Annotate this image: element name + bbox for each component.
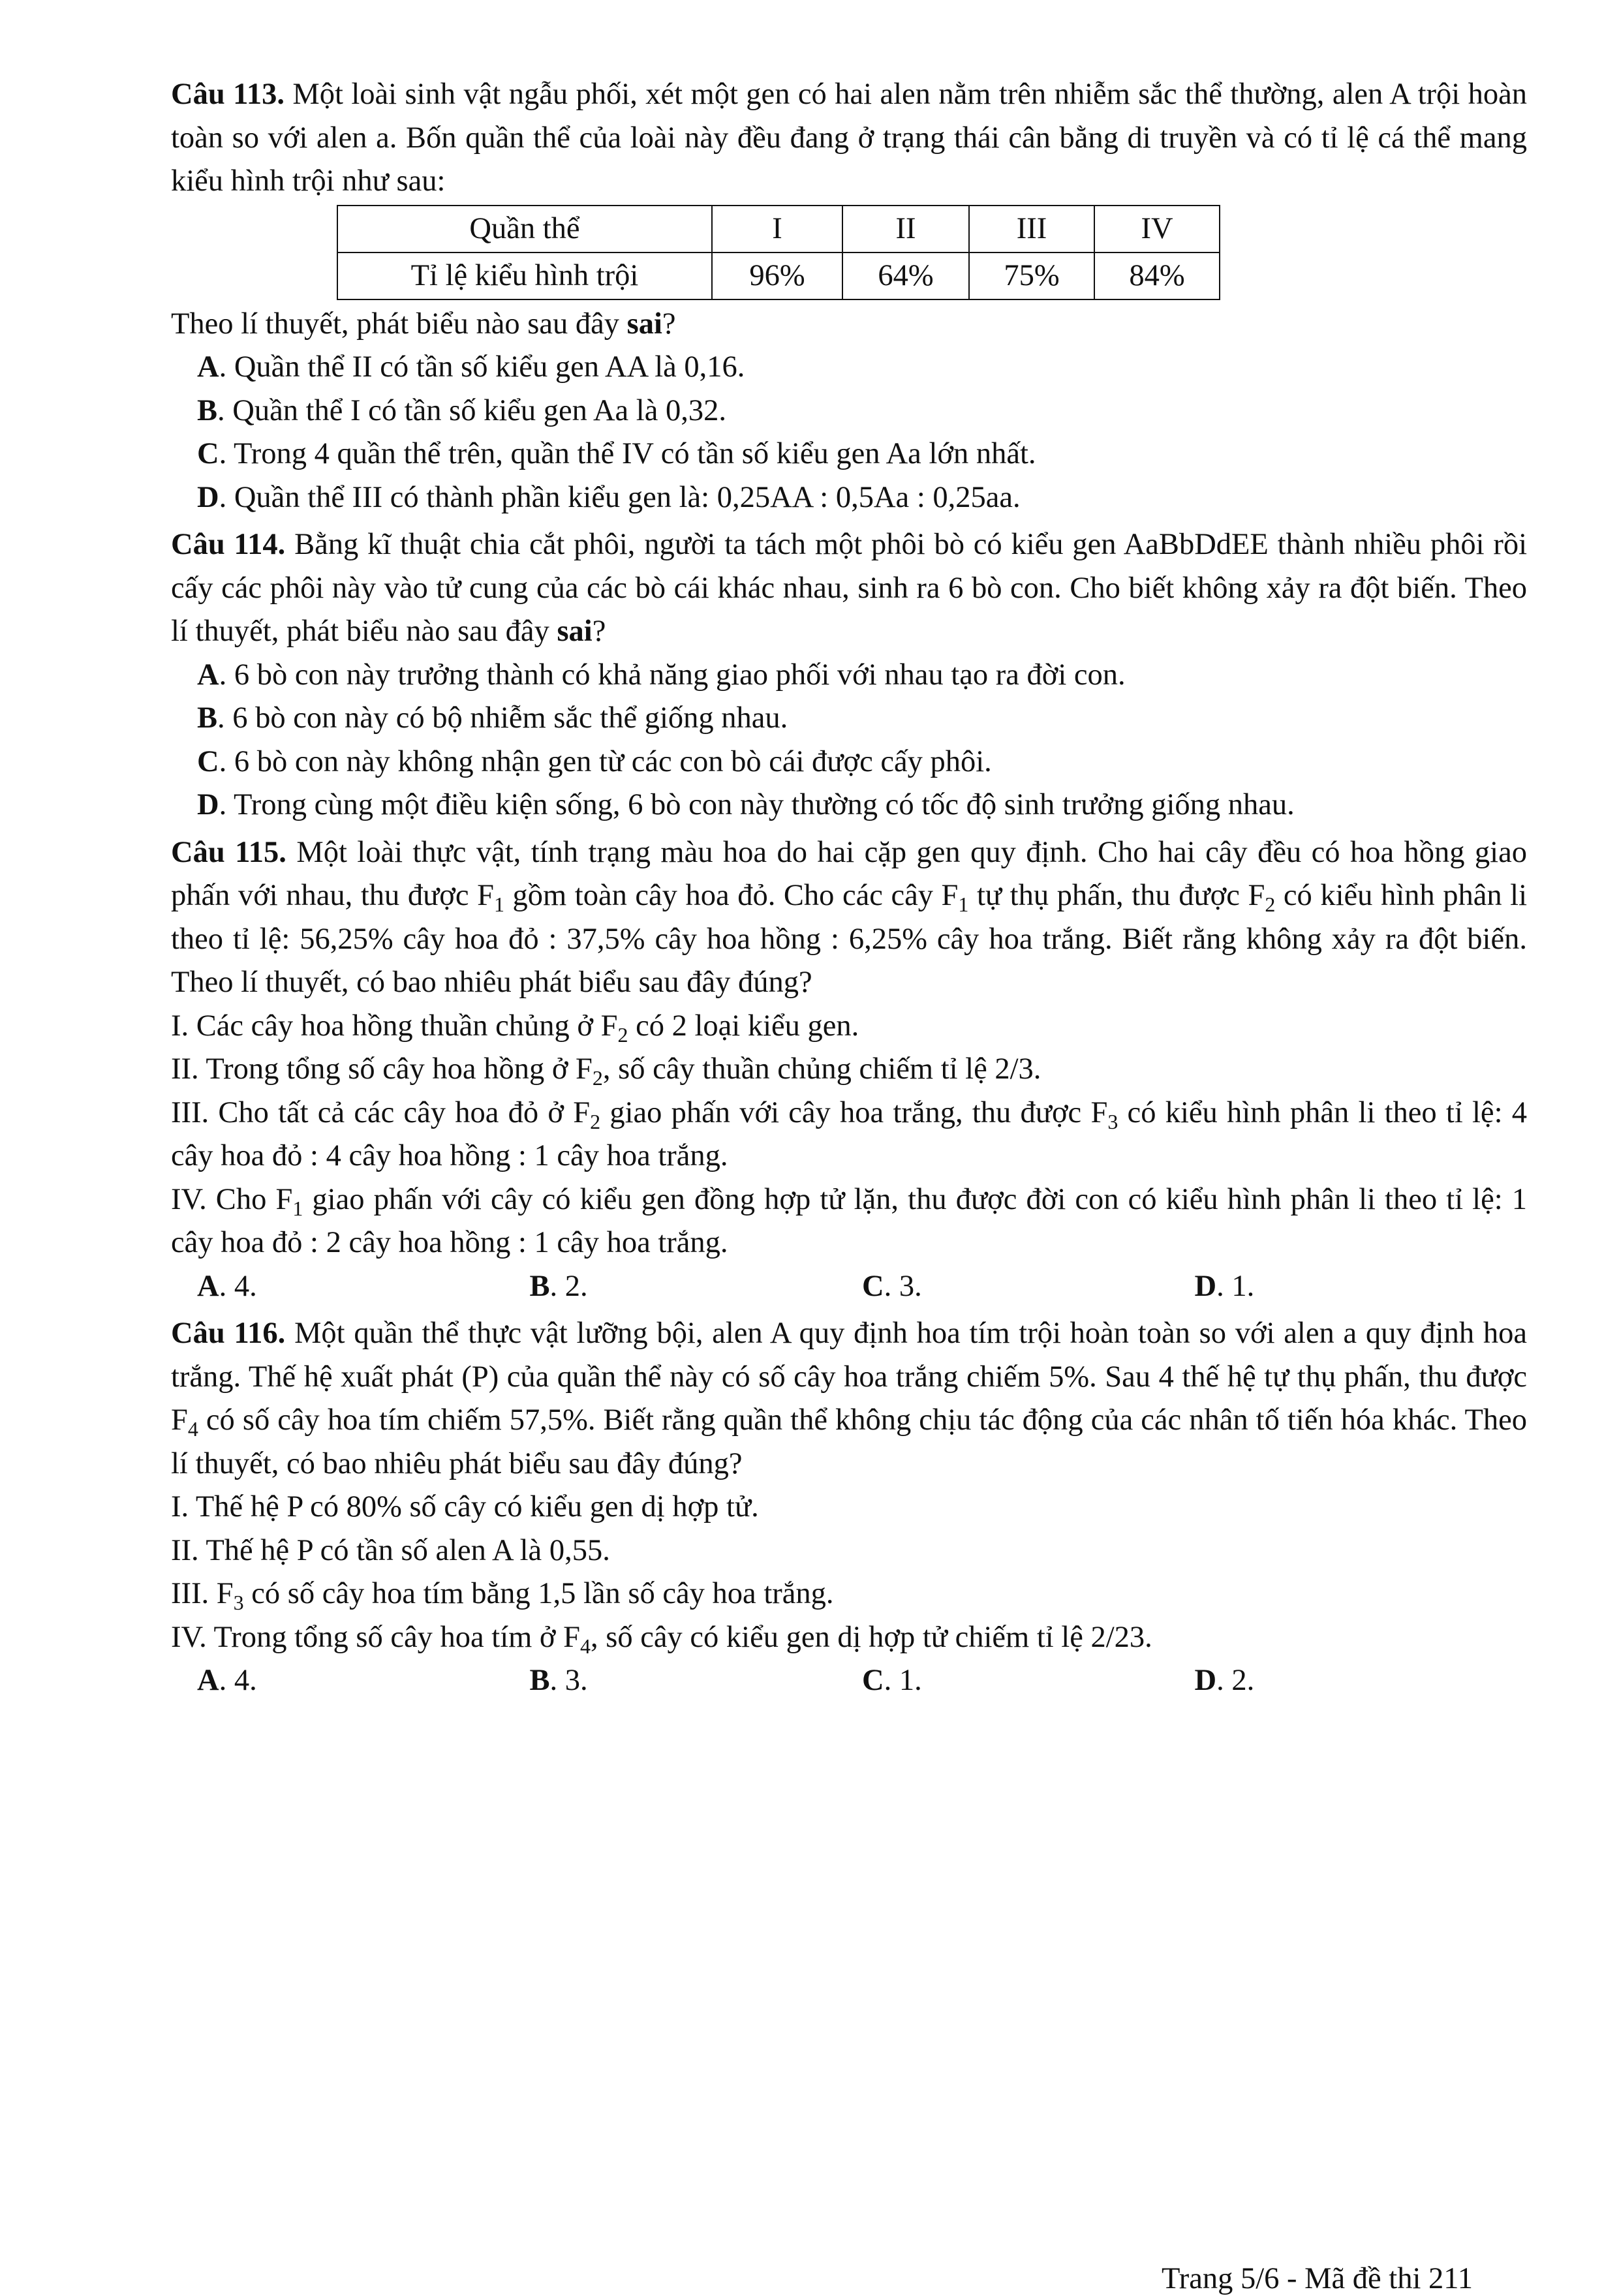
exam-page: [171, 73, 1527, 1703]
statement-text: II. Trong tổng số cây hoa hồng ở F: [171, 1052, 593, 1086]
question-115: [171, 831, 1527, 1005]
question-number: Câu 116.: [171, 1317, 286, 1350]
statement-text: III. Cho tất cả các cây hoa đỏ ở F: [171, 1095, 591, 1129]
option-d[interactable]: [1195, 1659, 1528, 1703]
subscript: 4: [187, 1417, 198, 1441]
subscript: 2: [590, 1109, 601, 1133]
statement-text: giao phấn với cây hoa trắng, thu được F: [600, 1095, 1108, 1129]
question-stem: Bằng kĩ thuật chia cắt phôi, người ta tách một phôi bò có kiểu gen AaBbDdEE thành nhiều phôi rồi cấy các phôi này vào tử cung của các bò cái khác nhau, sinh ra 6 bò con. Cho biết không xảy ra đột biến. Theo lí thuyết, phát biểu nào sau đây: [171, 528, 1527, 648]
option-c[interactable]: [862, 1265, 1195, 1309]
subscript: 3: [1107, 1109, 1118, 1133]
option-text: . 6 bò con này trưởng thành có khả năng giao phối với nhau tạo ra đời con.: [219, 658, 1126, 692]
answer-options: [171, 1265, 1527, 1309]
option-label: D: [1194, 1269, 1217, 1303]
option-label: C: [197, 437, 219, 470]
statement-text: IV. Trong tổng số cây hoa tím ở F: [171, 1620, 581, 1654]
option-text: . Quần thể III có thành phần kiểu gen là: 0,25AA : 0,5Aa : 0,25aa.: [219, 480, 1021, 514]
prompt-end: ?: [592, 615, 606, 648]
prompt-emphasis: sai: [557, 615, 593, 648]
option-c[interactable]: [171, 741, 1527, 784]
option-a[interactable]: [197, 1265, 530, 1309]
option-a[interactable]: [197, 1659, 530, 1703]
question-stem: Một quần thể thực vật lưỡng bội, alen A quy định hoa tím trội hoàn toàn so với alen a quy định hoa trắng. Thế hệ xuất phát (P) của quần thể này có số cây hoa trắng chiếm 5%. Sau 4 thế hệ tự thụ phấn, thu được F: [171, 1317, 1527, 1437]
option-c[interactable]: [171, 433, 1527, 476]
question-stem: có số cây hoa tím chiếm 57,5%. Biết rằng quần thể không chịu tác động của các nhân tố tiến hóa khác. Theo lí thuyết, có bao nhiêu phát biểu sau đây đúng?: [171, 1403, 1527, 1480]
question-113: [171, 73, 1527, 204]
option-d[interactable]: [1195, 1265, 1528, 1309]
table-cell: Tỉ lệ kiểu hình trội: [337, 253, 712, 299]
option-b[interactable]: [530, 1265, 863, 1309]
subscript: 3: [233, 1591, 244, 1614]
option-text: . 6 bò con này có bộ nhiễm sắc thể giống nhau.: [217, 701, 788, 735]
statement-text: I. Thế hệ P có 80% số cây có kiểu gen dị hợp tử.: [171, 1490, 759, 1523]
table-row: [337, 206, 1220, 253]
option-text: . 3.: [884, 1269, 922, 1303]
option-label: D: [197, 480, 219, 514]
subscript: 1: [958, 893, 969, 916]
option-a[interactable]: [171, 346, 1527, 390]
option-label: C: [862, 1664, 884, 1697]
statement-text: , số cây có kiểu gen dị hợp tử chiếm tỉ lệ 2/23.: [591, 1620, 1152, 1654]
option-c[interactable]: [862, 1659, 1195, 1703]
prompt-emphasis: sai: [626, 307, 662, 341]
option-label: C: [862, 1269, 884, 1303]
subscript: 1: [292, 1196, 303, 1220]
subscript: 2: [592, 1066, 603, 1090]
question-114: [171, 523, 1527, 654]
table-cell: 64%: [842, 253, 969, 299]
statement-text: IV. Cho F: [171, 1182, 293, 1216]
subscript: 2: [617, 1022, 628, 1047]
option-text: . 3.: [549, 1664, 588, 1697]
option-text: . 1.: [884, 1664, 922, 1697]
question-number: Câu 113.: [171, 78, 285, 111]
table-cell: II: [842, 206, 969, 253]
statement-text: có số cây hoa tím bằng 1,5 lần số cây hoa trắng.: [243, 1577, 834, 1610]
option-label: A: [197, 350, 219, 384]
option-label: D: [1194, 1664, 1217, 1697]
question-stem: gồm toàn cây hoa đỏ. Cho các cây F: [504, 879, 959, 912]
option-text: . 1.: [1216, 1269, 1255, 1303]
option-text: . 6 bò con này không nhận gen từ các con bò cái được cấy phôi.: [219, 744, 992, 778]
option-label: A: [197, 658, 219, 692]
option-b[interactable]: [530, 1659, 863, 1703]
prompt-text: Theo lí thuyết, phát biểu nào sau đây: [171, 307, 627, 341]
statement-1: [171, 1486, 1527, 1529]
table-cell: IV: [1094, 206, 1220, 253]
question-stem: Một loài sinh vật ngẫu phối, xét một gen có hai alen nằm trên nhiễm sắc thể thường, alen A trội hoàn toàn so với alen a. Bốn quần thể của loài này đều đang ở trạng thái cân bằng di truyền và có tỉ lệ cá thể mang kiểu hình trội như sau:: [171, 78, 1528, 198]
statement-4: [171, 1178, 1527, 1265]
statement-text: II. Thế hệ P có tần số alen A là 0,55.: [171, 1533, 610, 1567]
answer-options: [171, 1659, 1527, 1703]
table-cell: III: [969, 206, 1094, 253]
statement-1: [171, 1005, 1527, 1049]
question-stem: có kiểu hình phân li theo tỉ lệ: 56,25% cây hoa đỏ : 37,5% cây hoa hồng : 6,25% cây hoa trắng. Biết rằng không xảy ra đột biến. Theo lí thuyết, có bao nhiêu phát biểu sau đây đúng?: [171, 879, 1528, 999]
question-number: Câu 115.: [171, 835, 286, 869]
option-text: . 4.: [219, 1269, 257, 1303]
question-stem: Một loài thực vật, tính trạng màu hoa do hai cặp gen quy định. Cho hai cây đều có hoa hồng giao phấn với nhau, thu được F: [171, 835, 1527, 912]
option-d[interactable]: [171, 784, 1527, 827]
option-text: . 2.: [549, 1269, 588, 1303]
option-text: . Trong 4 quần thể trên, quần thể IV có tần số kiểu gen Aa lớn nhất.: [219, 437, 1036, 470]
option-label: A: [197, 1664, 219, 1697]
option-text: . Quần thể II có tần số kiểu gen AA là 0,16.: [219, 350, 745, 384]
table-cell: 96%: [712, 253, 842, 299]
option-b[interactable]: [171, 697, 1527, 741]
option-label: B: [529, 1664, 550, 1697]
question-prompt: [171, 303, 1527, 346]
option-label: B: [197, 701, 218, 735]
option-a[interactable]: [171, 654, 1527, 697]
statement-2: [171, 1048, 1527, 1092]
question-116: [171, 1312, 1527, 1486]
prompt-end: ?: [662, 307, 676, 341]
question-number: Câu 114.: [171, 528, 286, 561]
question-stem: tự thụ phấn, thu được F: [968, 879, 1265, 912]
option-text: . 2.: [1216, 1664, 1255, 1697]
option-d[interactable]: [171, 476, 1527, 520]
option-label: C: [197, 744, 219, 778]
subscript: 1: [493, 893, 504, 916]
statement-text: giao phấn với cây có kiểu gen đồng hợp tử lặn, thu được đời con có kiểu hình phân li theo tỉ lệ: 1 cây hoa đỏ : 2 cây hoa hồng : 1 cây hoa trắng.: [171, 1182, 1527, 1259]
option-label: B: [197, 393, 218, 427]
statement-text: I. Các cây hoa hồng thuần chủng ở F: [171, 1009, 618, 1043]
statement-text: III. F: [171, 1577, 234, 1610]
option-text: . 4.: [219, 1664, 257, 1697]
page-footer: Trang 5/6 - Mã đề thi 211: [1162, 2262, 1473, 2295]
table-row: [337, 253, 1220, 299]
statement-3: [171, 1572, 1527, 1616]
subscript: 2: [1265, 893, 1276, 916]
statement-text: , số cây thuần chủng chiếm tỉ lệ 2/3.: [602, 1052, 1041, 1086]
table-cell: 75%: [969, 253, 1094, 299]
option-label: A: [197, 1269, 219, 1303]
statement-text: có 2 loại kiểu gen.: [628, 1009, 859, 1043]
option-text: . Quần thể I có tần số kiểu gen Aa là 0,32.: [217, 393, 726, 427]
option-label: B: [529, 1269, 550, 1303]
table-cell: 84%: [1094, 253, 1220, 299]
table-cell: I: [712, 206, 842, 253]
statement-text: có kiểu hình phân li theo tỉ lệ: 4 cây hoa đỏ : 4 cây hoa hồng : 1 cây hoa trắng.: [171, 1095, 1527, 1172]
subscript: 4: [580, 1634, 591, 1658]
population-table: [337, 205, 1220, 300]
statement-4: [171, 1616, 1527, 1660]
statement-2: [171, 1529, 1527, 1573]
table-cell: Quần thể: [337, 206, 712, 253]
option-label: D: [197, 788, 219, 821]
statement-3: [171, 1092, 1527, 1178]
option-text: . Trong cùng một điều kiện sống, 6 bò con này thường có tốc độ sinh trưởng giống nhau.: [219, 788, 1295, 821]
option-b[interactable]: [171, 390, 1527, 433]
